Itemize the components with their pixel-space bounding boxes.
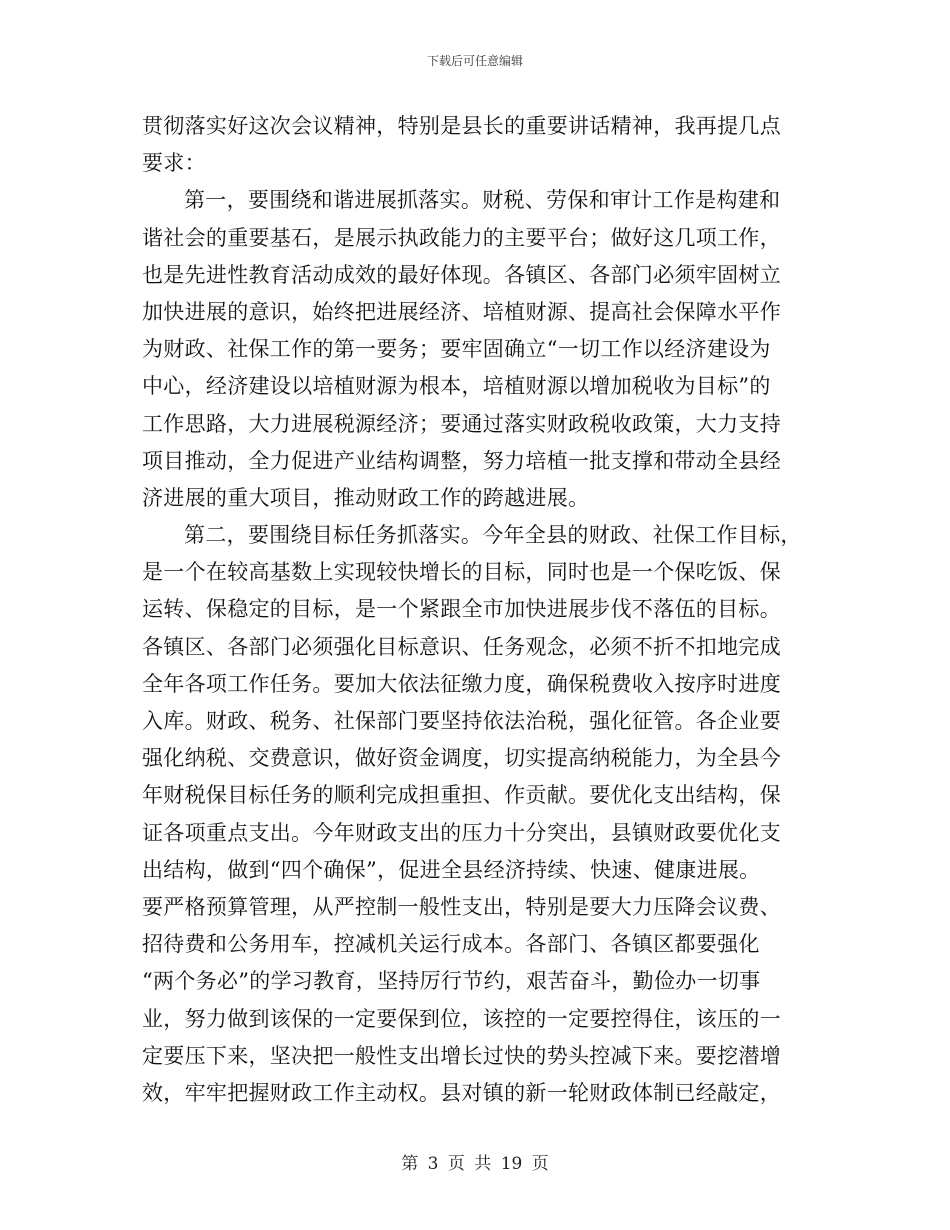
text-line: 出结构，做到“四个确保”，促进全县经济持续、快速、健康进展。 [142, 857, 761, 882]
text-line: 运转、保稳定的目标，是一个紧跟全市加快进展步伐不落伍的目标。 [142, 597, 781, 622]
text-line: 加快进展的意识，始终把进展经济、培植财源、提高社会保障水平作 [142, 299, 781, 324]
text-line: 定要压下来，坚决把一般性支出增长过快的势头控减下来。要挖潜增 [142, 1043, 781, 1068]
paragraph-first-line: 第一，要围绕和谐进展抓落实。财税、劳保和审计工作是构建和 [184, 188, 781, 213]
text-line: 业，努力做到该保的一定要保到位，该控的一定要控得住，该压的一 [142, 1006, 781, 1031]
document-body [142, 108, 808, 1112]
text-line: 贯彻落实好这次会议精神，特别是县长的重要讲话精神，我再提几点 [142, 114, 781, 138]
text-line: 证各项重点支出。今年财政支出的压力十分突出，县镇财政要优化支 [142, 820, 781, 845]
text-line: 年财税保目标任务的顺利完成担重担、作贡献。要优化支出结构，保 [142, 783, 781, 808]
text-line: 为财政、社保工作的第一要务；要牢固确立“一切工作以经济建设为 [142, 337, 771, 362]
text-line: 各镇区、各部门必须强化目标意识、任务观念，必须不折不扣地完成 [142, 634, 781, 659]
text-line: 效，牢牢把握财政工作主动权。县对镇的新一轮财政体制已经敲定， [142, 1080, 781, 1105]
text-line: 招待费和公务用车，控减机关运行成本。各部门、各镇区都要强化 [142, 932, 760, 957]
text-line: 入库。财政、税务、社保部门要坚持依法治税，强化征管。各企业要 [142, 709, 781, 733]
text-line: 工作思路，大力进展税源经济；要通过落实财政税收政策，大力支持 [142, 411, 781, 436]
text-line: 要严格预算管理，从严控制一般性支出，特别是要大力压降会议费、 [142, 894, 781, 919]
text-line: “两个务必”的学习教育，坚持厉行节约，艰苦奋斗，勤俭办一切事 [142, 969, 761, 994]
paragraph-first-line: 第二，要围绕目标任务抓落实。今年全县的财政、社保工作目标， [184, 523, 802, 548]
text-line: 全年各项工作任务。要加大依法征缴力度，确保税费收入按序时进度 [142, 671, 781, 696]
text-line: 济进展的重大项目，推动财政工作的跨越进展。 [142, 485, 590, 510]
text-line: 中心，经济建设以培植财源为根本，培植财源以增加税收为目标”的 [142, 374, 771, 399]
page-number: 第 3 页 共 19 页 [401, 1154, 549, 1174]
text-line: 谐社会的重要基石，是展示执政能力的主要平台；做好这几项工作， [142, 225, 781, 250]
text-line: 也是先进性教育活动成效的最好体现。各镇区、各部门必须牢固树立 [142, 262, 781, 287]
text-line: 项目推动，全力促进产业结构调整，努力培植一批支撑和带动全县经 [142, 448, 781, 473]
text-line: 要求： [142, 151, 206, 176]
text-line: 强化纳税、交费意识，做好资金调度，切实提高纳税能力，为全县今 [142, 746, 781, 771]
page-header-note: 下载后可任意编辑 [426, 54, 523, 68]
text-line: 是一个在较高基数上实现较快增长的目标，同时也是一个保吃饭、保 [142, 560, 781, 585]
